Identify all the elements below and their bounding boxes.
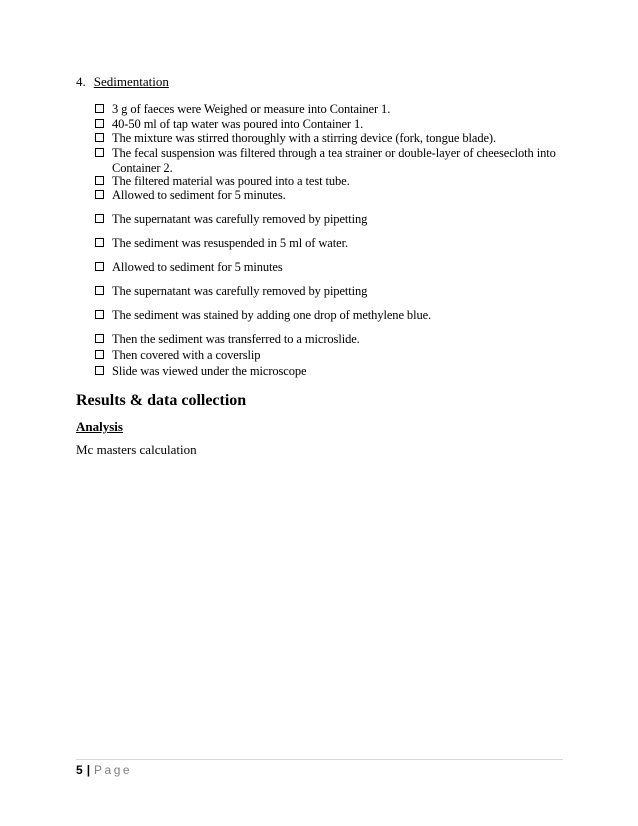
checkbox-icon bbox=[95, 334, 104, 343]
step-text: The sediment was stained by adding one drop of methylene blue. bbox=[112, 308, 432, 322]
list-item bbox=[95, 117, 570, 132]
footer-divider bbox=[76, 759, 563, 760]
list-item bbox=[95, 174, 570, 189]
step-text: The supernatant was carefully removed by pipetting bbox=[112, 284, 368, 298]
analysis-label: Analysis bbox=[76, 419, 123, 434]
list-item bbox=[95, 188, 570, 203]
page-footer bbox=[76, 763, 132, 778]
step-text: The sediment was resuspended in 5 ml of water. bbox=[112, 236, 348, 250]
section-heading bbox=[76, 74, 169, 90]
checkbox-icon bbox=[95, 350, 104, 359]
step-text: 40-50 ml of tap water was poured into Container 1. bbox=[112, 117, 364, 131]
checkbox-icon bbox=[95, 366, 104, 375]
list-item bbox=[95, 212, 570, 227]
step-text: The mixture was stirred thoroughly with a stirring device (fork, tongue blade). bbox=[112, 131, 497, 145]
page-number: 5 bbox=[76, 763, 83, 777]
list-item bbox=[95, 284, 570, 299]
calculation-text: Mc masters calculation bbox=[76, 442, 197, 457]
checkbox-icon bbox=[95, 286, 104, 295]
list-item bbox=[95, 260, 570, 275]
list-item bbox=[95, 348, 570, 363]
results-heading: Results & data collection bbox=[76, 392, 247, 409]
checkbox-icon bbox=[95, 104, 104, 113]
list-item bbox=[95, 364, 570, 379]
step-text: The supernatant was carefully removed by pipetting bbox=[112, 212, 368, 226]
footer-separator: | bbox=[86, 763, 91, 777]
list-item bbox=[95, 131, 570, 146]
step-text: The fecal suspension was filtered through a tea strainer or double-layer of cheesecloth into Container 2. bbox=[112, 146, 556, 175]
step-text: The filtered material was poured into a test tube. bbox=[112, 174, 350, 188]
list-item bbox=[95, 236, 570, 251]
page-label: Page bbox=[94, 763, 133, 777]
checkbox-icon bbox=[95, 214, 104, 223]
section-number: 4. bbox=[76, 74, 86, 89]
checkbox-icon bbox=[95, 148, 104, 157]
step-text: Allowed to sediment for 5 minutes bbox=[112, 260, 283, 274]
section-title: Sedimentation bbox=[93, 74, 169, 89]
checkbox-icon bbox=[95, 238, 104, 247]
list-item bbox=[95, 308, 570, 323]
step-text: 3 g of faeces were Weighed or measure into Container 1. bbox=[112, 102, 391, 116]
checkbox-icon bbox=[95, 133, 104, 142]
step-text: Allowed to sediment for 5 minutes. bbox=[112, 188, 286, 202]
list-item bbox=[95, 332, 570, 347]
step-text: Slide was viewed under the microscope bbox=[112, 364, 307, 378]
checkbox-icon bbox=[95, 262, 104, 271]
list-item bbox=[95, 102, 570, 117]
step-text: Then the sediment was transferred to a microslide. bbox=[112, 332, 360, 346]
checkbox-icon bbox=[95, 310, 104, 319]
checkbox-icon bbox=[95, 119, 104, 128]
checkbox-icon bbox=[95, 176, 104, 185]
list-item bbox=[95, 146, 570, 176]
checkbox-icon bbox=[95, 190, 104, 199]
step-text: Then covered with a coverslip bbox=[112, 348, 261, 362]
